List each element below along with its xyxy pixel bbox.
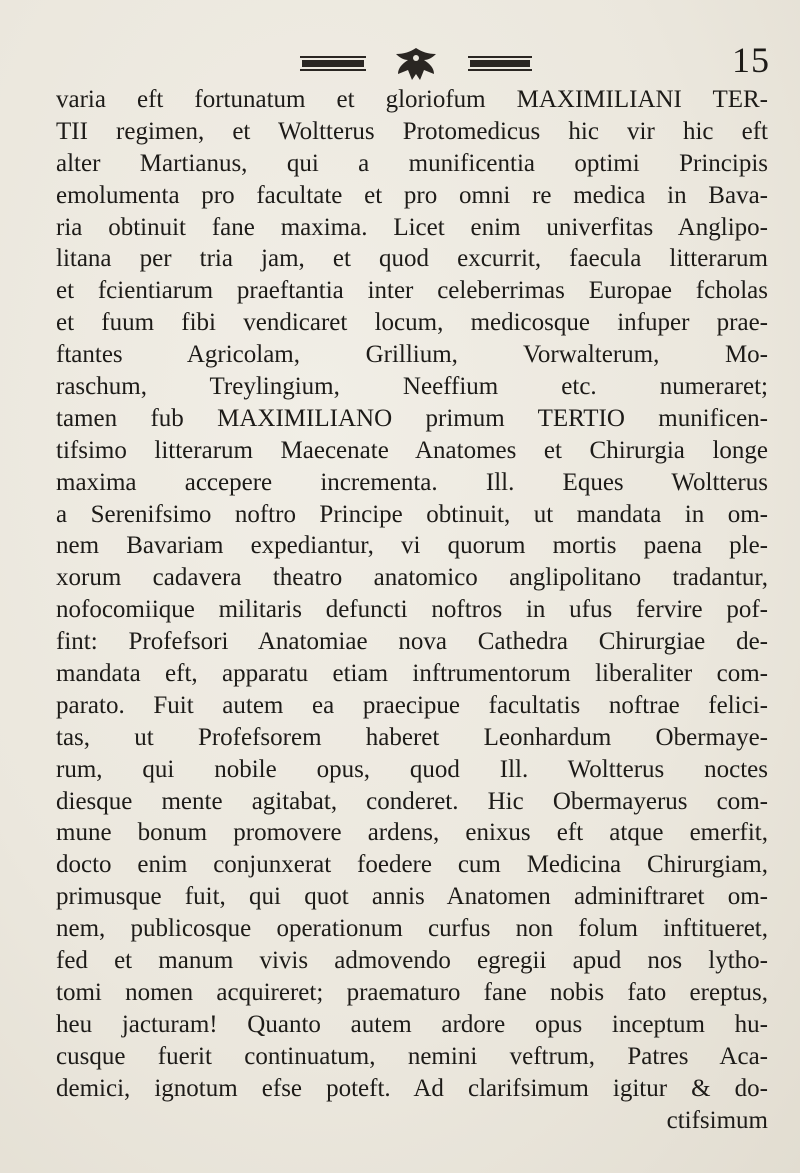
text-line: emolumenta pro facultate et pro omni re medica in Bava- [56,181,768,209]
page-number: 15 [732,40,770,80]
text-line: tas, ut Profefsorem haberet Leonhardum Obermaye- [56,723,768,751]
text-line: fed et manum vivis admovendo egregii apud nos lytho- [56,947,768,975]
text-line: mandata eft, apparatu etiam inftrumentorum liberaliter com- [56,660,768,688]
text-line: alter Martianus, qui a munificentia optimi Principis [56,149,768,177]
text-line: docto enim conjunxerat foedere cum Medicina Chirurgiam, [56,851,768,879]
page-header [300,40,770,90]
text-line: ria obtinuit fane maxima. Licet enim univerfitas Anglipo- [56,213,768,241]
text-line: mune bonum promovere ardens, enixus eft atque emerfit, [56,819,768,847]
text-line: parato. Fuit autem ea praecipue facultatis noftrae felici- [56,691,768,719]
text-line: nofocomiique militaris defuncti noftros in ufus fervire pof- [56,596,768,624]
text-line: heu jacturam! Quanto autem ardore opus inceptum hu- [56,1010,768,1038]
text-line: maxima accepere incrementa. Ill. Eques Woltterus [56,468,768,496]
text-line: et fcientiarum praeftantia inter celeberrimas Europae fcholas [56,277,768,305]
text-line: TII regimen, et Woltterus Protomedicus hic vir hic eft [56,117,768,145]
text-line: varia eft fortunatum et gloriofum MAXIMILIANI TER- [56,86,768,113]
text-line: demici, ignotum efse poteft. Ad clarifsimum igitur & do- [56,1074,768,1102]
text-line: diesque mente agitabat, conderet. Hic Obermayerus com- [56,787,768,815]
text-line: rum, qui nobile opus, quod Ill. Woltterus noctes [56,755,768,783]
text-line: et fuum fibi vendicaret locum, medicosque infuper prae- [56,309,768,337]
text-line: ftantes Agricolam, Grillium, Vorwalterum, Mo- [56,341,768,369]
text-line: primusque fuit, qui quot annis Anatomen adminiftraret om- [56,883,768,911]
body-text [56,84,768,1136]
text-line: cusque fuerit continuatum, nemini veftrum, Patres Aca- [56,1042,768,1070]
printer-ornament-icon [300,46,532,82]
text-line: nem, publicosque operationum curfus non folum inftitueret, [56,915,768,943]
text-line: raschum, Treylingium, Neeffium etc. numeraret; [56,373,768,401]
text-line: nem Bavariam expediantur, vi quorum mortis paena ple- [56,532,768,560]
text-line: tomi nomen acquireret; praematuro fane nobis fato ereptus, [56,978,768,1006]
text-line: tamen fub MAXIMILIANO primum TERTIO munificen- [56,404,768,432]
text-line: litana per tria jam, et quod excurrit, faecula litterarum [56,245,768,273]
text-line: xorum cadavera theatro anatomico anglipolitano tradantur, [56,564,768,592]
text-line: fint: Profefsori Anatomiae nova Cathedra Chirurgiae de- [56,628,768,656]
catchword: ctifsimum [666,1106,768,1134]
text-line: tifsimo litterarum Maecenate Anatomes et Chirurgia longe [56,436,768,464]
text-line: a Serenifsimo noftro Principe obtinuit, ut mandata in om- [56,500,768,528]
